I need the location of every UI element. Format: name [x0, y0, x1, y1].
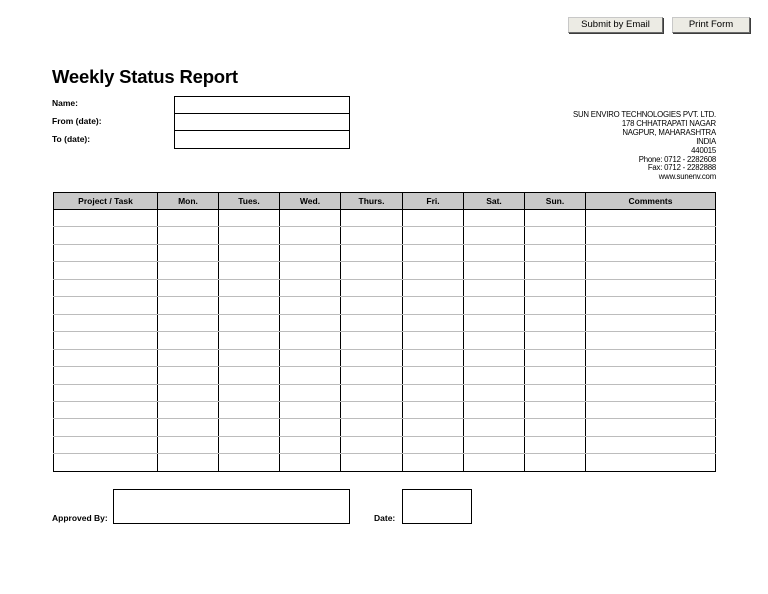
table-row: [54, 297, 716, 314]
cell-fri[interactable]: [403, 384, 464, 401]
cell-project-task[interactable]: [54, 401, 158, 418]
cell-project-task[interactable]: [54, 227, 158, 244]
cell-comments[interactable]: [586, 349, 716, 366]
cell-project-task[interactable]: [54, 210, 158, 227]
table-row: [54, 279, 716, 296]
cell-sun[interactable]: [525, 436, 586, 453]
header-comments: Comments: [586, 193, 716, 210]
cell-sun[interactable]: [525, 349, 586, 366]
name-label: Name:: [52, 98, 78, 108]
cell-project-task[interactable]: [54, 419, 158, 436]
cell-tues[interactable]: [219, 227, 280, 244]
company-address-line1: 178 CHHATRAPATI NAGAR: [621, 118, 716, 128]
cell-wed[interactable]: [280, 210, 341, 227]
cell-tues[interactable]: [219, 436, 280, 453]
cell-wed[interactable]: [280, 454, 341, 472]
cell-sat[interactable]: [464, 349, 525, 366]
cell-sun[interactable]: [525, 401, 586, 418]
cell-fri[interactable]: [403, 314, 464, 331]
name-field[interactable]: [174, 96, 350, 114]
cell-project-task[interactable]: [54, 262, 158, 279]
table-row: [54, 227, 716, 244]
cell-mon[interactable]: [158, 210, 219, 227]
cell-comments[interactable]: [586, 367, 716, 384]
header-wed: Wed.: [280, 193, 341, 210]
company-phone: Phone: 0712 - 2282608: [638, 154, 716, 164]
cell-fri[interactable]: [403, 332, 464, 349]
cell-comments[interactable]: [586, 332, 716, 349]
cell-comments[interactable]: [586, 384, 716, 401]
cell-fri[interactable]: [403, 227, 464, 244]
table-row: [54, 314, 716, 331]
cell-tues[interactable]: [219, 262, 280, 279]
cell-comments[interactable]: [586, 401, 716, 418]
cell-comments[interactable]: [586, 262, 716, 279]
cell-wed[interactable]: [280, 436, 341, 453]
cell-thurs[interactable]: [341, 349, 403, 366]
cell-wed[interactable]: [280, 332, 341, 349]
table-row: [54, 262, 716, 279]
approved-by-field[interactable]: [113, 489, 350, 524]
cell-mon[interactable]: [158, 419, 219, 436]
cell-comments[interactable]: [586, 279, 716, 296]
cell-comments[interactable]: [586, 210, 716, 227]
company-address-block: [573, 111, 716, 182]
cell-mon[interactable]: [158, 367, 219, 384]
cell-sat[interactable]: [464, 401, 525, 418]
cell-mon[interactable]: [158, 227, 219, 244]
cell-mon[interactable]: [158, 279, 219, 296]
cell-thurs[interactable]: [341, 367, 403, 384]
cell-thurs[interactable]: [341, 210, 403, 227]
cell-comments[interactable]: [586, 314, 716, 331]
cell-tues[interactable]: [219, 419, 280, 436]
cell-project-task[interactable]: [54, 349, 158, 366]
cell-tues[interactable]: [219, 367, 280, 384]
cell-sat[interactable]: [464, 262, 525, 279]
approved-by-label: Approved By:: [52, 513, 108, 523]
cell-mon[interactable]: [158, 332, 219, 349]
cell-thurs[interactable]: [341, 436, 403, 453]
cell-sat[interactable]: [464, 367, 525, 384]
cell-fri[interactable]: [403, 349, 464, 366]
cell-fri[interactable]: [403, 244, 464, 261]
cell-fri[interactable]: [403, 367, 464, 384]
table-row: [54, 454, 716, 472]
cell-comments[interactable]: [586, 297, 716, 314]
cell-fri[interactable]: [403, 436, 464, 453]
approval-date-field[interactable]: [402, 489, 472, 524]
date-label: Date:: [374, 513, 396, 523]
header-sat: Sat.: [464, 193, 525, 210]
table-row: [54, 349, 716, 366]
cell-sat[interactable]: [464, 210, 525, 227]
cell-sat[interactable]: [464, 227, 525, 244]
table-row: [54, 384, 716, 401]
cell-sun[interactable]: [525, 314, 586, 331]
cell-project-task[interactable]: [54, 244, 158, 261]
cell-comments[interactable]: [586, 436, 716, 453]
cell-sat[interactable]: [464, 384, 525, 401]
cell-thurs[interactable]: [341, 332, 403, 349]
table-row: [54, 401, 716, 418]
cell-fri[interactable]: [403, 279, 464, 296]
cell-thurs[interactable]: [341, 454, 403, 472]
cell-thurs[interactable]: [341, 262, 403, 279]
cell-sun[interactable]: [525, 367, 586, 384]
cell-mon[interactable]: [158, 349, 219, 366]
cell-mon[interactable]: [158, 454, 219, 472]
cell-wed[interactable]: [280, 262, 341, 279]
cell-mon[interactable]: [158, 262, 219, 279]
cell-sun[interactable]: [525, 419, 586, 436]
cell-comments[interactable]: [586, 454, 716, 472]
cell-tues[interactable]: [219, 279, 280, 296]
cell-sat[interactable]: [464, 297, 525, 314]
page-title: Weekly Status Report: [52, 66, 238, 87]
cell-sat[interactable]: [464, 279, 525, 296]
company-fax: Fax: 0712 - 2282888: [647, 163, 716, 173]
to-date-label: To (date):: [52, 134, 91, 144]
header-project-task: Project / Task: [54, 193, 158, 210]
table-header-row: [54, 193, 716, 210]
cell-tues[interactable]: [219, 210, 280, 227]
cell-thurs[interactable]: [341, 384, 403, 401]
print-form-button[interactable]: Print Form: [672, 17, 750, 33]
cell-thurs[interactable]: [341, 244, 403, 261]
cell-tues[interactable]: [219, 401, 280, 418]
cell-wed[interactable]: [280, 227, 341, 244]
cell-wed[interactable]: [280, 297, 341, 314]
table-row: [54, 244, 716, 261]
cell-project-task[interactable]: [54, 367, 158, 384]
cell-comments[interactable]: [586, 244, 716, 261]
cell-wed[interactable]: [280, 279, 341, 296]
cell-project-task[interactable]: [54, 332, 158, 349]
cell-wed[interactable]: [280, 349, 341, 366]
cell-mon[interactable]: [158, 314, 219, 331]
cell-mon[interactable]: [158, 297, 219, 314]
cell-wed[interactable]: [280, 419, 341, 436]
to-date-field[interactable]: [174, 130, 350, 149]
cell-mon[interactable]: [158, 436, 219, 453]
cell-sat[interactable]: [464, 436, 525, 453]
table-row: [54, 210, 716, 227]
cell-fri[interactable]: [403, 210, 464, 227]
cell-sun[interactable]: [525, 227, 586, 244]
cell-project-task[interactable]: [54, 454, 158, 472]
cell-fri[interactable]: [403, 401, 464, 418]
cell-project-task[interactable]: [54, 436, 158, 453]
cell-sun[interactable]: [525, 454, 586, 472]
cell-tues[interactable]: [219, 332, 280, 349]
cell-sat[interactable]: [464, 332, 525, 349]
cell-fri[interactable]: [403, 419, 464, 436]
cell-wed[interactable]: [280, 367, 341, 384]
cell-sun[interactable]: [525, 210, 586, 227]
cell-thurs[interactable]: [341, 401, 403, 418]
cell-tues[interactable]: [219, 349, 280, 366]
cell-wed[interactable]: [280, 314, 341, 331]
header-mon: Mon.: [158, 193, 219, 210]
cell-thurs[interactable]: [341, 297, 403, 314]
cell-wed[interactable]: [280, 384, 341, 401]
cell-sat[interactable]: [464, 419, 525, 436]
cell-sat[interactable]: [464, 454, 525, 472]
cell-fri[interactable]: [403, 262, 464, 279]
cell-fri[interactable]: [403, 297, 464, 314]
from-date-field[interactable]: [174, 113, 350, 131]
cell-thurs[interactable]: [341, 279, 403, 296]
company-name: SUN ENVIRO TECHNOLOGIES PVT. LTD.: [572, 110, 716, 119]
cell-tues[interactable]: [219, 244, 280, 261]
cell-sun[interactable]: [525, 332, 586, 349]
cell-mon[interactable]: [158, 244, 219, 261]
cell-fri[interactable]: [403, 454, 464, 472]
cell-comments[interactable]: [586, 227, 716, 244]
cell-project-task[interactable]: [54, 297, 158, 314]
table-row: [54, 419, 716, 436]
table-row: [54, 332, 716, 349]
cell-project-task[interactable]: [54, 314, 158, 331]
cell-sat[interactable]: [464, 244, 525, 261]
status-table: [53, 192, 716, 472]
cell-sun[interactable]: [525, 244, 586, 261]
cell-mon[interactable]: [158, 384, 219, 401]
cell-wed[interactable]: [280, 401, 341, 418]
cell-sat[interactable]: [464, 314, 525, 331]
company-country: INDIA: [696, 136, 716, 146]
cell-sun[interactable]: [525, 297, 586, 314]
table-body: [54, 210, 716, 472]
cell-sun[interactable]: [525, 262, 586, 279]
cell-wed[interactable]: [280, 244, 341, 261]
company-address-line2: NAGPUR, MAHARASHTRA: [622, 127, 716, 137]
table-row: [54, 436, 716, 453]
cell-thurs[interactable]: [341, 419, 403, 436]
cell-tues[interactable]: [219, 297, 280, 314]
cell-tues[interactable]: [219, 314, 280, 331]
cell-tues[interactable]: [219, 384, 280, 401]
header-fri: Fri.: [403, 193, 464, 210]
header-sun: Sun.: [525, 193, 586, 210]
cell-sun[interactable]: [525, 384, 586, 401]
cell-mon[interactable]: [158, 401, 219, 418]
submit-by-email-button[interactable]: Submit by Email: [568, 17, 663, 33]
cell-project-task[interactable]: [54, 279, 158, 296]
cell-comments[interactable]: [586, 419, 716, 436]
cell-thurs[interactable]: [341, 314, 403, 331]
from-date-label: From (date):: [52, 116, 102, 126]
cell-tues[interactable]: [219, 454, 280, 472]
header-tues: Tues.: [219, 193, 280, 210]
table-row: [54, 367, 716, 384]
company-website: www.sunenv.com: [658, 172, 716, 182]
cell-project-task[interactable]: [54, 384, 158, 401]
header-thurs: Thurs.: [341, 193, 403, 210]
cell-sun[interactable]: [525, 279, 586, 296]
cell-thurs[interactable]: [341, 227, 403, 244]
company-pin: 440015: [691, 145, 716, 155]
